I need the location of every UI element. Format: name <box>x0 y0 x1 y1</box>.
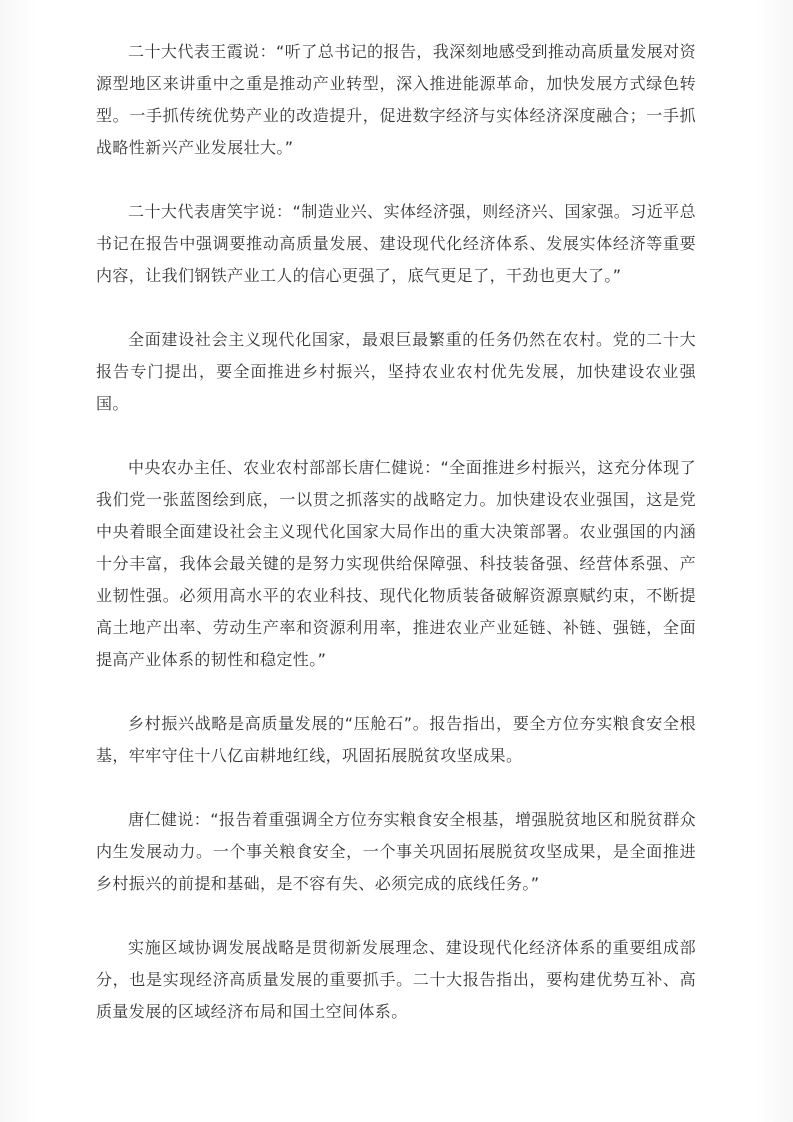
page-edge-right <box>755 0 793 1122</box>
paragraph-regional-development: 实施区域协调发展战略是贯彻新发展理念、建设现代化经济体系的重要组成部分，也是实现经济高质量发展的重要抓手。二十大报告指出，要构建优势互补、高质量发展的区域经济布局和国土空间体系。 <box>96 938 696 1021</box>
paragraph-rural-revitalization: 乡村振兴战略是高质量发展的“压舱石”。报告指出，要全方位夯实粮食安全根基，牢牢守住十八亿亩耕地红线，巩固拓展脱贫攻坚成果。 <box>96 714 696 765</box>
paragraph-tang-renjian-quote: 中央农办主任、农业农村部部长唐仁健说：“全面推进乡村振兴，这充分体现了我们党一张蓝图绘到底，一以贯之抓落实的战略定力。加快建设农业强国，这是党中央着眼全面建设社会主义现代化国家大局作出的重大决策部署。农业强国的内涵十分丰富，我体会最关键的是努力实现供给保障强、科技装备强、经营体系强、产业韧性强。必须用高水平的农业科技、现代化物质装备破解资源禀赋约束，不断提高土地产出率、劳动生产率和资源利用率，推进农业产业延链、补链、强链，全面提高产业体系的韧性和稳定性。” <box>96 458 696 669</box>
paragraph-tang-xiaoyu-quote: 二十大代表唐笑宇说：“制造业兴、实体经济强，则经济兴、国家强。习近平总书记在报告中强调要推动高质量发展、建设现代化经济体系、发展实体经济等重要内容，让我们钢铁产业工人的信心更强了，底气更足了，干劲也更大了。” <box>96 202 696 285</box>
page-edge-left <box>0 0 38 1122</box>
article-body <box>96 36 696 1060</box>
paragraph-tang-renjian-second-quote: 唐仁健说：“报告着重强调全方位夯实粮食安全根基，增强脱贫地区和脱贫群众内生发展动力。一个事关粮食安全，一个事关巩固拓展脱贫攻坚成果，是全面推进乡村振兴的前提和基础，是不容有失、必须完成的底线任务。” <box>96 810 696 893</box>
paragraph-wang-xia-quote: 二十大代表王霞说：“听了总书记的报告，我深刻地感受到推动高质量发展对资源型地区来讲重中之重是推动产业转型，深入推进能源革命，加快发展方式绿色转型。一手抓传统优势产业的改造提升，促进数字经济与实体经济深度融合；一手抓战略性新兴产业发展壮大。” <box>96 42 696 157</box>
paragraph-rural-task: 全面建设社会主义现代化国家，最艰巨最繁重的任务仍然在农村。党的二十大报告专门提出，要全面推进乡村振兴，坚持农业农村优先发展，加快建设农业强国。 <box>96 330 696 413</box>
